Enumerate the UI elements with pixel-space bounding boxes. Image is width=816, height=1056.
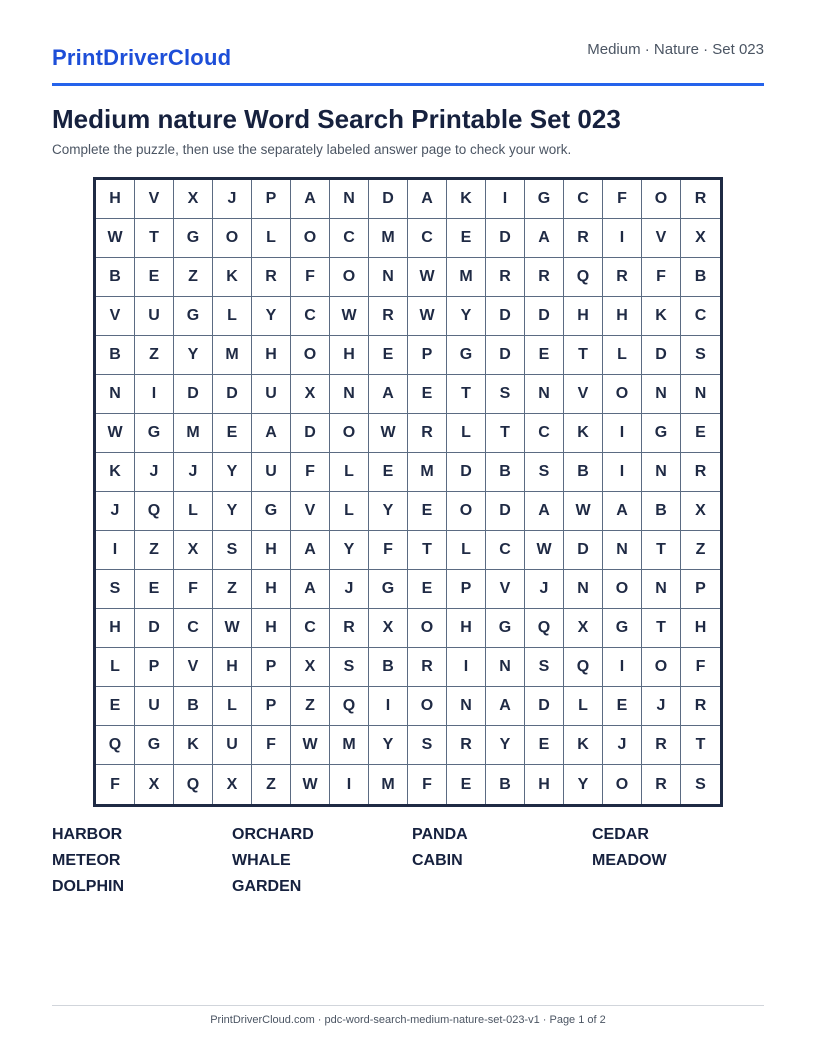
grid-cell[interactable]: C — [564, 180, 603, 219]
grid-cell[interactable]: I — [330, 765, 369, 804]
grid-cell[interactable]: X — [564, 609, 603, 648]
grid-cell[interactable]: C — [486, 531, 525, 570]
grid-cell[interactable]: I — [603, 219, 642, 258]
grid-cell[interactable]: T — [681, 726, 720, 765]
word-list-item: DOLPHIN — [52, 878, 124, 895]
grid-cell[interactable]: X — [174, 180, 213, 219]
grid-cell[interactable]: K — [96, 453, 135, 492]
grid-cell[interactable]: D — [174, 375, 213, 414]
grid-cell[interactable]: C — [291, 297, 330, 336]
page-footer: PrintDriverCloud.com · pdc-word-search-medium-nature-set-023-v1 · Page 1 of 2 — [210, 1014, 606, 1026]
grid-cell[interactable]: B — [174, 687, 213, 726]
grid-cell[interactable]: Q — [330, 687, 369, 726]
grid-cell[interactable]: S — [486, 375, 525, 414]
breadcrumb: Medium · Nature · Set 023 — [587, 41, 764, 58]
grid-cell[interactable]: R — [642, 765, 681, 804]
grid-cell[interactable]: O — [408, 687, 447, 726]
grid-cell[interactable]: C — [330, 219, 369, 258]
grid-cell[interactable]: V — [135, 180, 174, 219]
grid-cell[interactable]: Y — [447, 297, 486, 336]
word-list-item: WHALE — [232, 852, 291, 869]
grid-cell[interactable]: Y — [174, 336, 213, 375]
grid-cell[interactable]: X — [369, 609, 408, 648]
grid-cell[interactable]: W — [408, 258, 447, 297]
grid-cell[interactable]: I — [603, 648, 642, 687]
page-subtitle: Complete the puzzle, then use the separately labeled answer page to check your work. — [52, 142, 572, 157]
grid-cell[interactable]: O — [408, 609, 447, 648]
grid-cell[interactable]: N — [330, 180, 369, 219]
grid-cell[interactable]: J — [603, 726, 642, 765]
grid-cell[interactable]: E — [447, 765, 486, 804]
grid-cell[interactable]: L — [330, 492, 369, 531]
grid-cell[interactable]: F — [369, 531, 408, 570]
word-list-item: MEADOW — [592, 852, 667, 869]
grid-cell[interactable]: H — [252, 336, 291, 375]
grid-cell[interactable]: W — [96, 219, 135, 258]
grid-cell[interactable]: X — [135, 765, 174, 804]
grid-cell[interactable]: D — [486, 492, 525, 531]
grid-cell[interactable]: G — [369, 570, 408, 609]
grid-cell[interactable]: K — [642, 297, 681, 336]
grid-cell[interactable]: P — [447, 570, 486, 609]
grid-cell[interactable]: G — [135, 414, 174, 453]
grid-cell[interactable]: A — [291, 531, 330, 570]
grid-cell[interactable]: F — [291, 258, 330, 297]
grid-cell[interactable]: Y — [486, 726, 525, 765]
grid-cell[interactable]: Y — [252, 297, 291, 336]
grid-cell[interactable]: K — [174, 726, 213, 765]
grid-cell[interactable]: Y — [330, 531, 369, 570]
grid-cell[interactable]: L — [603, 336, 642, 375]
grid-cell[interactable]: N — [330, 375, 369, 414]
grid-cell[interactable]: W — [525, 531, 564, 570]
grid-cell[interactable]: O — [330, 414, 369, 453]
page-title: Medium nature Word Search Printable Set 023 — [52, 104, 621, 134]
grid-cell[interactable]: M — [174, 414, 213, 453]
grid-cell[interactable]: J — [213, 180, 252, 219]
grid-cell[interactable]: V — [642, 219, 681, 258]
grid-cell[interactable]: R — [681, 687, 720, 726]
grid-cell[interactable]: E — [525, 336, 564, 375]
grid-cell[interactable]: D — [135, 609, 174, 648]
grid-cell[interactable]: Z — [135, 336, 174, 375]
grid-cell[interactable]: I — [135, 375, 174, 414]
grid-cell[interactable]: O — [642, 648, 681, 687]
grid-cell[interactable]: W — [408, 297, 447, 336]
grid-cell[interactable]: F — [408, 765, 447, 804]
grid-cell[interactable]: W — [291, 765, 330, 804]
grid-cell[interactable]: G — [525, 180, 564, 219]
grid-cell[interactable]: F — [174, 570, 213, 609]
grid-cell[interactable]: E — [603, 687, 642, 726]
grid-cell[interactable]: A — [369, 375, 408, 414]
grid-cell[interactable]: E — [213, 414, 252, 453]
word-list-item: HARBOR — [52, 826, 123, 843]
grid-cell[interactable]: I — [369, 687, 408, 726]
grid-cell[interactable]: H — [564, 297, 603, 336]
grid-cell[interactable]: Q — [525, 609, 564, 648]
grid-cell[interactable]: C — [681, 297, 720, 336]
grid-cell[interactable]: Y — [564, 765, 603, 804]
grid-cell[interactable]: D — [447, 453, 486, 492]
grid-cell[interactable]: V — [291, 492, 330, 531]
grid-cell[interactable]: U — [135, 297, 174, 336]
grid-cell[interactable]: M — [369, 765, 408, 804]
grid-cell[interactable]: L — [447, 531, 486, 570]
grid-cell[interactable]: N — [96, 375, 135, 414]
grid-cell[interactable]: P — [252, 687, 291, 726]
grid-cell[interactable]: G — [642, 414, 681, 453]
grid-cell[interactable]: H — [252, 570, 291, 609]
grid-cell[interactable]: U — [252, 453, 291, 492]
grid-cell[interactable]: B — [564, 453, 603, 492]
grid-cell[interactable]: B — [681, 258, 720, 297]
grid-cell[interactable]: I — [603, 453, 642, 492]
grid-cell[interactable]: R — [603, 258, 642, 297]
grid-cell[interactable]: G — [174, 219, 213, 258]
grid-cell[interactable]: W — [330, 297, 369, 336]
grid-cell[interactable]: M — [330, 726, 369, 765]
word-list-item: CABIN — [412, 852, 463, 869]
brand-logo[interactable]: PrintDriverCloud — [52, 45, 232, 70]
grid-cell[interactable]: D — [486, 336, 525, 375]
grid-cell[interactable]: Y — [369, 726, 408, 765]
grid-cell[interactable]: P — [408, 336, 447, 375]
grid-cell[interactable]: N — [603, 531, 642, 570]
grid-cell[interactable]: P — [135, 648, 174, 687]
grid-cell[interactable]: Z — [213, 570, 252, 609]
grid-cell[interactable]: A — [525, 219, 564, 258]
grid-cell[interactable]: Z — [174, 258, 213, 297]
grid-cell[interactable]: G — [447, 336, 486, 375]
grid-cell[interactable]: P — [681, 570, 720, 609]
grid-cell[interactable]: K — [213, 258, 252, 297]
grid-cell[interactable]: O — [213, 219, 252, 258]
grid-cell[interactable]: Z — [291, 687, 330, 726]
grid-cell[interactable]: J — [642, 687, 681, 726]
grid-cell[interactable]: N — [681, 375, 720, 414]
grid-cell[interactable]: D — [525, 297, 564, 336]
grid-cell[interactable]: S — [695, 775, 706, 793]
grid-cell[interactable]: D — [525, 687, 564, 726]
grid-cell[interactable]: B — [486, 453, 525, 492]
grid-cell[interactable]: A — [486, 687, 525, 726]
grid-cell[interactable]: B — [96, 258, 135, 297]
grid-cell[interactable]: N — [369, 258, 408, 297]
grid-cell[interactable]: G — [135, 726, 174, 765]
grid-cell[interactable]: N — [447, 687, 486, 726]
grid-cell[interactable]: N — [642, 453, 681, 492]
grid-cell[interactable]: W — [96, 414, 135, 453]
grid-cell[interactable]: Q — [564, 648, 603, 687]
grid-cell[interactable]: L — [330, 453, 369, 492]
grid-cell[interactable]: R — [525, 258, 564, 297]
grid-cell[interactable]: T — [135, 219, 174, 258]
grid-cell[interactable]: D — [642, 336, 681, 375]
grid-cell[interactable]: H — [681, 609, 720, 648]
grid-cell[interactable]: A — [603, 492, 642, 531]
grid-cell[interactable]: L — [213, 297, 252, 336]
grid-cell[interactable]: E — [525, 726, 564, 765]
grid-cell[interactable]: T — [447, 375, 486, 414]
grid-cell[interactable]: A — [408, 180, 447, 219]
grid-cell[interactable]: O — [330, 258, 369, 297]
grid-cell[interactable]: W — [291, 726, 330, 765]
grid-cell[interactable]: A — [291, 570, 330, 609]
grid-cell[interactable]: S — [213, 531, 252, 570]
grid-cell[interactable]: O — [603, 570, 642, 609]
grid-cell[interactable]: N — [564, 570, 603, 609]
grid-cell[interactable]: L — [213, 687, 252, 726]
grid-cell[interactable]: V — [96, 297, 135, 336]
grid-cell[interactable]: H — [96, 609, 135, 648]
grid-cell[interactable]: M — [213, 336, 252, 375]
word-list-item: GARDEN — [232, 878, 302, 895]
grid-cell[interactable]: D — [213, 375, 252, 414]
grid-cell[interactable]: W — [213, 609, 252, 648]
grid-cell[interactable]: F — [291, 453, 330, 492]
grid-cell[interactable]: M — [369, 219, 408, 258]
grid-cell[interactable]: J — [174, 453, 213, 492]
grid-cell[interactable]: R — [564, 219, 603, 258]
grid-cell[interactable]: K — [447, 180, 486, 219]
grid-cell[interactable]: H — [447, 609, 486, 648]
grid-cell[interactable]: U — [213, 726, 252, 765]
grid-cell[interactable]: L — [252, 219, 291, 258]
grid-cell[interactable]: J — [525, 570, 564, 609]
grid-cell[interactable]: H — [96, 180, 135, 219]
grid-cell[interactable]: T — [642, 609, 681, 648]
grid-cell[interactable]: W — [564, 492, 603, 531]
grid-cell[interactable]: E — [408, 375, 447, 414]
grid-cell[interactable]: G — [486, 609, 525, 648]
grid-cell[interactable]: D — [564, 531, 603, 570]
grid-cell[interactable]: B — [486, 765, 525, 804]
word-search-grid — [93, 177, 723, 807]
grid-cell[interactable]: N — [486, 648, 525, 687]
grid-cell[interactable]: D — [369, 180, 408, 219]
grid-cell[interactable]: I — [486, 180, 525, 219]
grid-cell[interactable]: M — [408, 453, 447, 492]
grid-cell[interactable]: X — [681, 492, 720, 531]
grid-cell[interactable]: G — [603, 609, 642, 648]
grid-cell[interactable]: W — [369, 414, 408, 453]
grid-cell[interactable]: K — [564, 414, 603, 453]
grid-cell[interactable]: R — [369, 297, 408, 336]
grid-cell[interactable]: B — [642, 492, 681, 531]
grid-cell[interactable]: C — [291, 609, 330, 648]
grid-cell[interactable]: R — [408, 648, 447, 687]
grid-cell[interactable]: H — [252, 531, 291, 570]
grid-cell[interactable]: O — [603, 765, 642, 804]
grid-cell[interactable]: E — [369, 453, 408, 492]
grid-cell[interactable]: R — [408, 414, 447, 453]
grid-cell[interactable]: L — [96, 648, 135, 687]
grid-cell[interactable]: O — [642, 180, 681, 219]
grid-cell[interactable]: O — [291, 336, 330, 375]
grid-cell[interactable]: E — [408, 570, 447, 609]
grid-cell[interactable]: S — [330, 648, 369, 687]
grid-cell[interactable]: H — [330, 336, 369, 375]
grid-cell[interactable]: P — [252, 180, 291, 219]
grid-cell[interactable]: T — [642, 531, 681, 570]
grid-cell[interactable]: A — [291, 180, 330, 219]
grid-cell[interactable]: E — [447, 219, 486, 258]
grid-cell[interactable]: Q — [96, 726, 135, 765]
grid-cell[interactable]: F — [96, 765, 135, 804]
grid-cell[interactable]: F — [681, 648, 720, 687]
grid-cell[interactable]: T — [408, 531, 447, 570]
grid-cell[interactable]: E — [408, 492, 447, 531]
grid-cell[interactable]: T — [486, 414, 525, 453]
word-list-item: PANDA — [412, 826, 468, 843]
grid-cell[interactable]: E — [135, 570, 174, 609]
grid-cell[interactable]: Q — [135, 492, 174, 531]
grid-cell[interactable]: O — [291, 219, 330, 258]
grid-cell[interactable]: X — [681, 219, 720, 258]
grid-cell[interactable]: D — [291, 414, 330, 453]
grid-cell[interactable]: O — [447, 492, 486, 531]
grid-cell[interactable]: R — [681, 180, 720, 219]
grid-cell[interactable]: A — [252, 414, 291, 453]
grid-cell[interactable]: Y — [369, 492, 408, 531]
grid-cell[interactable]: N — [642, 375, 681, 414]
grid-cell[interactable]: K — [564, 726, 603, 765]
grid-cell[interactable]: E — [681, 414, 720, 453]
grid-cell[interactable]: Q — [564, 258, 603, 297]
grid-cell[interactable]: L — [447, 414, 486, 453]
grid-cell[interactable]: R — [642, 726, 681, 765]
grid-cell[interactable]: F — [603, 180, 642, 219]
grid-cell[interactable]: A — [525, 492, 564, 531]
word-list-item: ORCHARD — [232, 826, 314, 843]
grid-cell[interactable]: H — [213, 648, 252, 687]
grid-cell[interactable]: E — [135, 258, 174, 297]
grid-cell[interactable]: S — [96, 570, 135, 609]
word-list-item: METEOR — [52, 852, 121, 869]
grid-cell[interactable]: R — [447, 726, 486, 765]
grid-cell[interactable]: S — [681, 336, 720, 375]
grid-cell[interactable]: Y — [213, 492, 252, 531]
grid-cell[interactable]: V — [174, 648, 213, 687]
grid-cell[interactable]: V — [486, 570, 525, 609]
grid-cell[interactable]: X — [291, 648, 330, 687]
grid-cell[interactable]: S — [525, 648, 564, 687]
grid-cell[interactable]: F — [642, 258, 681, 297]
grid-cell[interactable]: G — [252, 492, 291, 531]
grid-cell[interactable]: B — [96, 336, 135, 375]
grid-cell[interactable]: F — [252, 726, 291, 765]
grid-cell[interactable]: J — [330, 570, 369, 609]
grid-cell[interactable]: Y — [213, 453, 252, 492]
grid-cell[interactable]: R — [486, 258, 525, 297]
grid-cell[interactable]: X — [213, 765, 252, 804]
grid-cell[interactable]: L — [564, 687, 603, 726]
grid-cell[interactable]: P — [252, 648, 291, 687]
grid-cell[interactable]: Q — [174, 765, 213, 804]
grid-cell[interactable]: J — [135, 453, 174, 492]
grid-cell[interactable]: C — [408, 219, 447, 258]
grid-cell[interactable]: H — [252, 609, 291, 648]
grid-cell[interactable]: I — [96, 531, 135, 570]
grid-cell[interactable]: L — [174, 492, 213, 531]
grid-cell[interactable]: D — [486, 297, 525, 336]
word-list — [52, 826, 764, 896]
grid-cell[interactable]: E — [369, 336, 408, 375]
grid-cell[interactable]: X — [291, 375, 330, 414]
grid-cell[interactable]: Z — [135, 531, 174, 570]
grid-cell[interactable]: V — [564, 375, 603, 414]
grid-cell[interactable]: X — [174, 531, 213, 570]
grid-cell[interactable]: H — [603, 297, 642, 336]
page-header — [52, 38, 764, 86]
grid-cell[interactable]: I — [603, 414, 642, 453]
grid-cell[interactable]: C — [525, 414, 564, 453]
grid-cell[interactable]: J — [96, 492, 135, 531]
grid-cell[interactable]: E — [96, 687, 135, 726]
grid-cell[interactable]: R — [681, 453, 720, 492]
grid-cell[interactable]: Z — [681, 531, 720, 570]
grid-cell[interactable]: Z — [252, 765, 291, 804]
grid-cell[interactable]: S — [525, 453, 564, 492]
grid-cell[interactable]: U — [252, 375, 291, 414]
grid-cell[interactable]: C — [174, 609, 213, 648]
footer-divider — [52, 1005, 764, 1006]
grid-cell[interactable]: O — [603, 375, 642, 414]
grid-cell[interactable]: R — [330, 609, 369, 648]
word-list-item: CEDAR — [592, 826, 649, 843]
grid-cell[interactable]: G — [174, 297, 213, 336]
grid-cell[interactable]: N — [525, 375, 564, 414]
grid-cell[interactable]: U — [135, 687, 174, 726]
grid-cell[interactable]: T — [564, 336, 603, 375]
grid-cell[interactable]: H — [525, 765, 564, 804]
grid-cell[interactable]: S — [408, 726, 447, 765]
grid-cell[interactable]: D — [486, 219, 525, 258]
grid-cell[interactable]: N — [642, 570, 681, 609]
grid-cell[interactable]: B — [369, 648, 408, 687]
grid-cell[interactable]: R — [252, 258, 291, 297]
grid-cell[interactable]: I — [447, 648, 486, 687]
grid-cell[interactable]: M — [447, 258, 486, 297]
